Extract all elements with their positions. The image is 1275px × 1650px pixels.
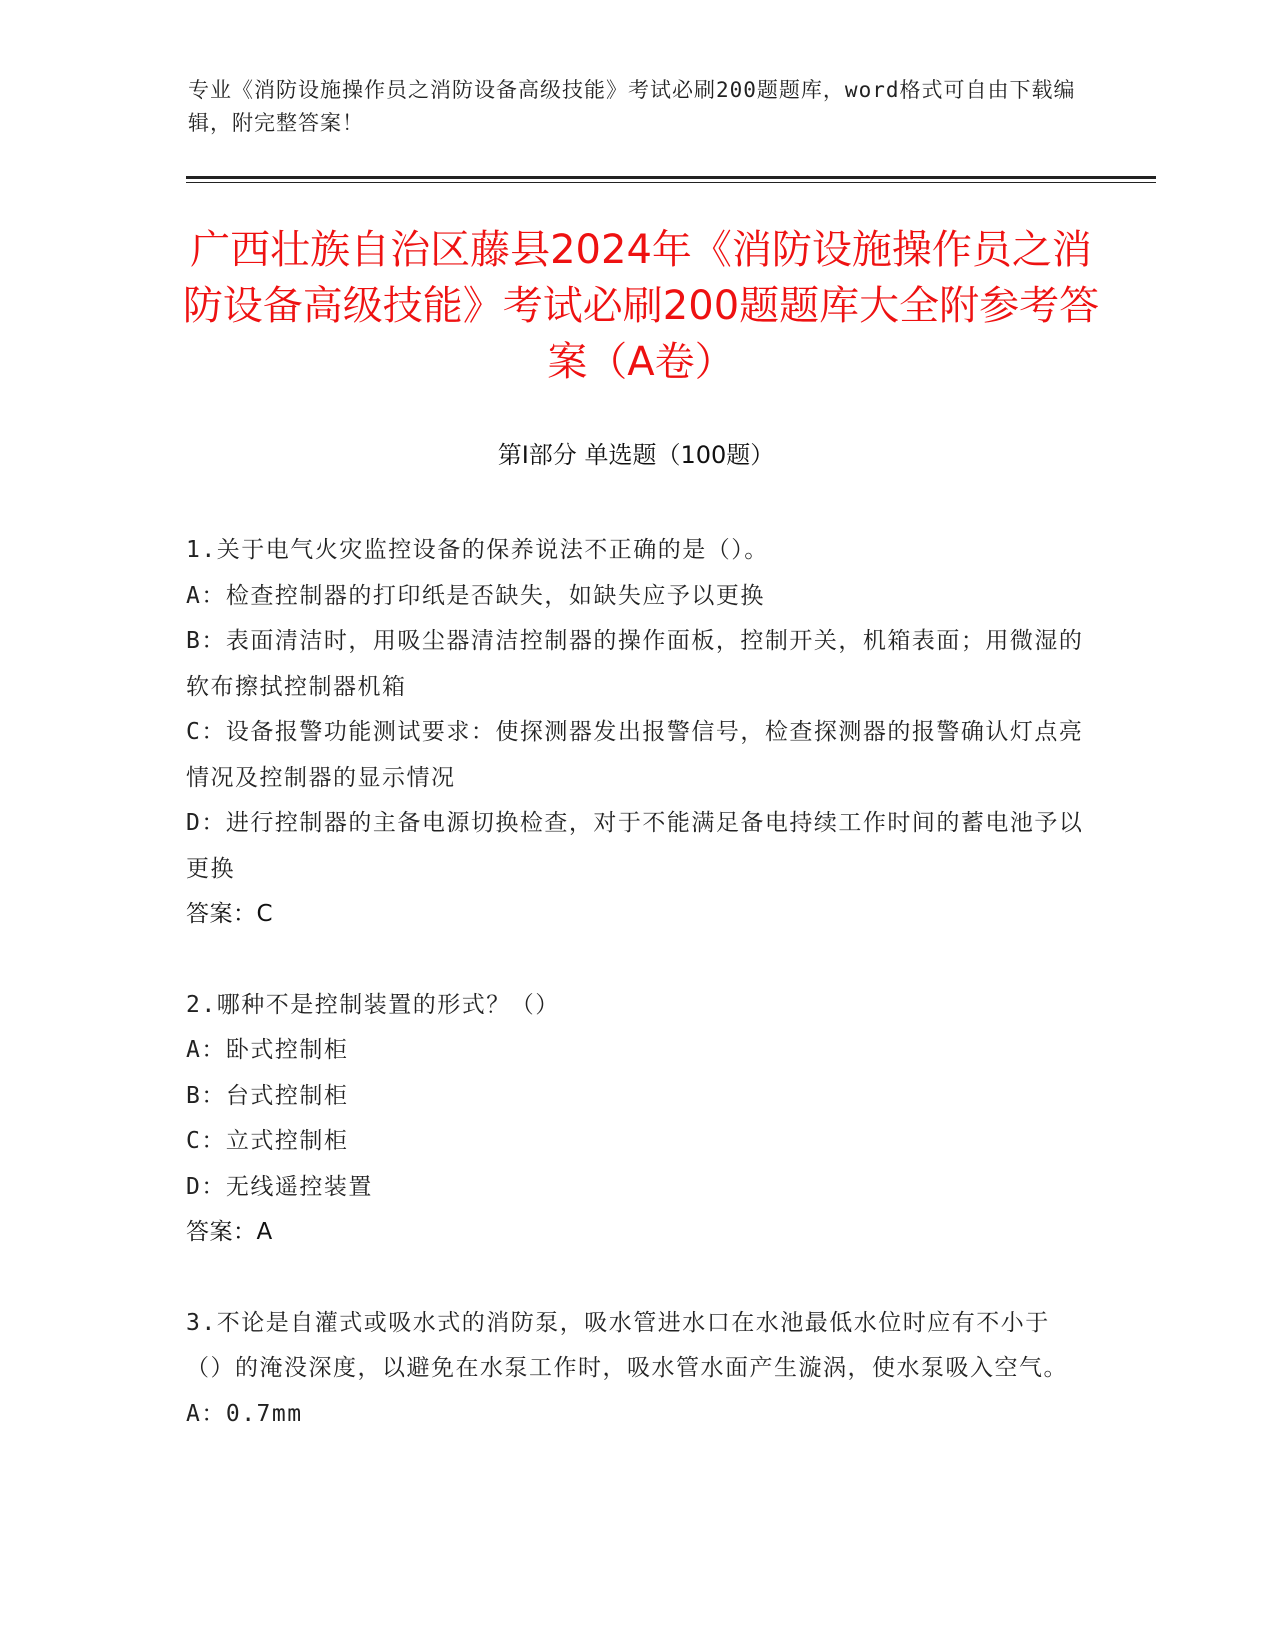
option-a: A：卧式控制柜 (186, 1037, 349, 1063)
question-block (186, 983, 1086, 1256)
header-note: 专业《消防设施操作员之消防设备高级技能》考试必刷200题题库，word格式可自由下载编辑，附完整答案！ (188, 78, 1076, 135)
option-b: B：台式控制柜 (186, 1082, 349, 1109)
question-block (186, 1301, 1086, 1438)
header-divider-thick (186, 176, 1156, 179)
question-stem: 2.哪种不是控制装置的形式？（） (186, 991, 560, 1018)
answer-line: 答案：A (186, 1219, 273, 1245)
spacer (186, 1256, 1086, 1301)
question-stem: 1.关于电气火灾监控设备的保养说法不正确的是（）。 (186, 537, 769, 563)
document-title: 广西壮族自治区藤县2024年《消防设施操作员之消防设备高级技能》考试必刷200题题库大全附参考答案（A卷） (182, 227, 1100, 385)
option-c: C：立式控制柜 (186, 1128, 349, 1154)
question-block (186, 528, 1086, 938)
part-heading: 第Ⅰ部分 单选题（100题） (497, 441, 775, 469)
question-list (186, 528, 1086, 1437)
spacer (186, 938, 1086, 983)
option-c: C：设备报警功能测试要求：使探测器发出报警信号，检查探测器的报警确认灯点亮情况及控制器的显示情况 (186, 719, 1084, 791)
answer-line: 答案：C (186, 901, 274, 927)
option-d: D：进行控制器的主备电源切换检查，对于不能满足备电持续工作时间的蓄电池予以更换 (186, 810, 1084, 882)
option-d: D：无线遥控装置 (186, 1173, 373, 1200)
header-divider-thin (186, 182, 1156, 183)
option-a: A：检查控制器的打印纸是否缺失，如缺失应予以更换 (186, 582, 765, 609)
question-stem: 3.不论是自灌式或吸水式的消防泵，吸水管进水口在水池最低水位时应有不小于（）的淹没深度，以避免在水泵工作时，吸水管水面产生漩涡，使水泵吸入空气。 (186, 1309, 1068, 1381)
option-b: B：表面清洁时，用吸尘器清洁控制器的操作面板，控制开关，机箱表面；用微湿的软布擦拭控制器机箱 (186, 628, 1084, 700)
option-a: A：0.7mm (186, 1400, 303, 1427)
